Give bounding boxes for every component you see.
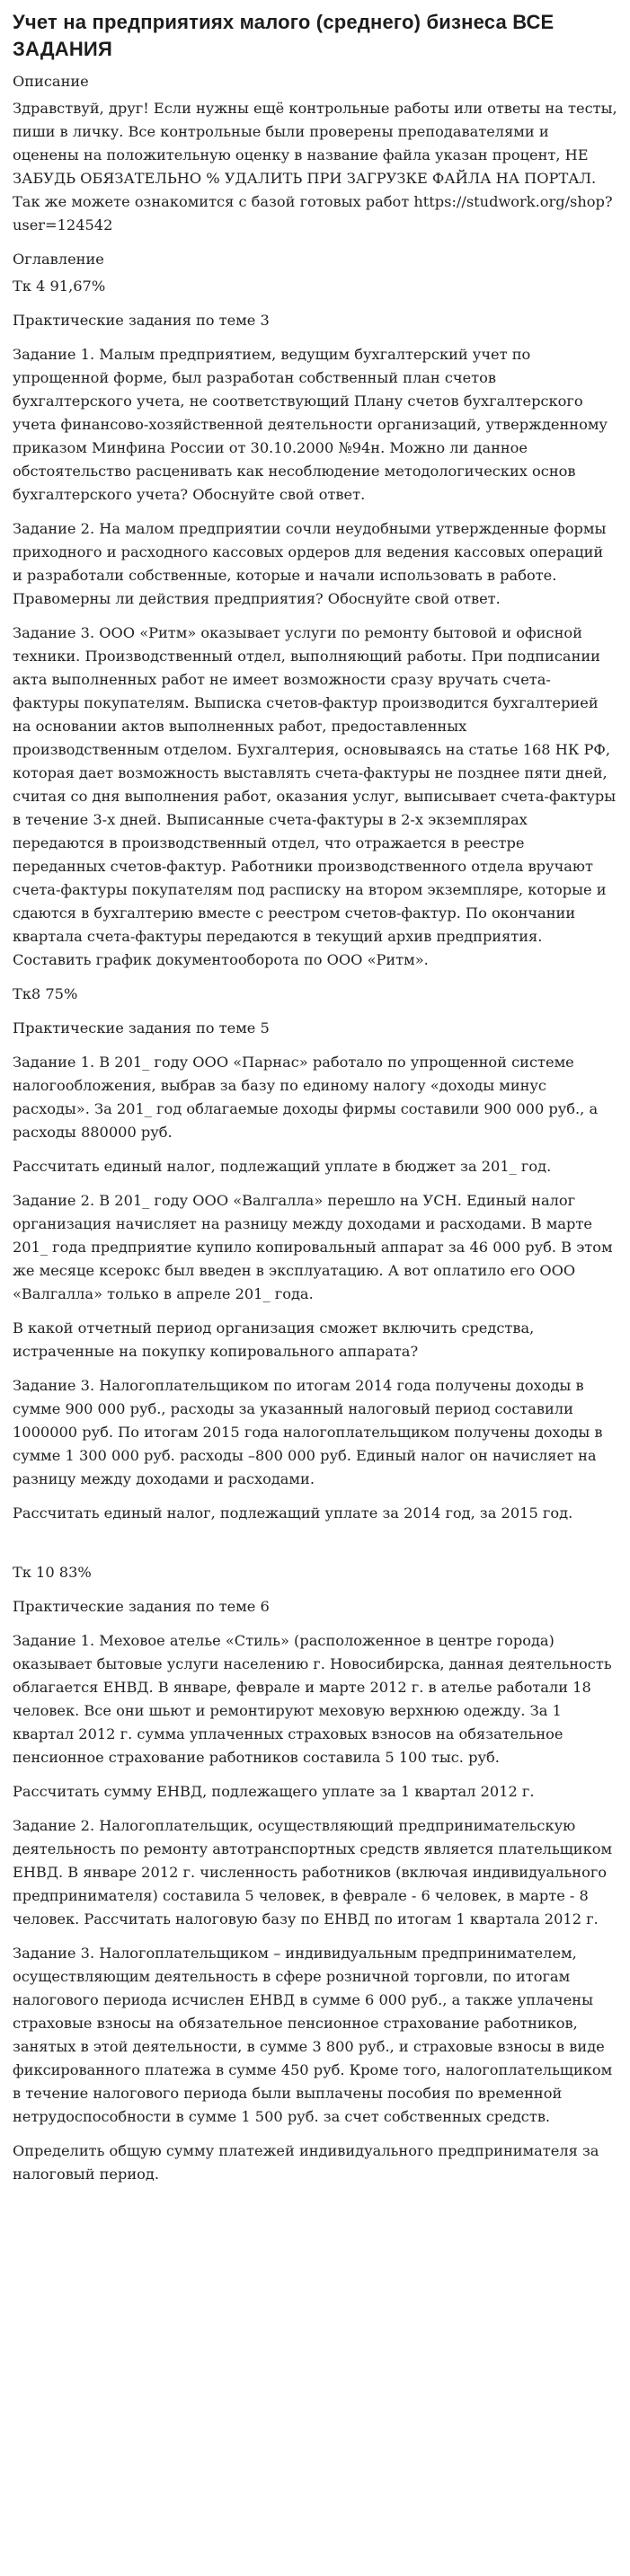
content-paragraph: Рассчитать сумму ЕНВД, подлежащего уплате за 1 квартал 2012 г.: [13, 1783, 535, 1800]
content-blocks: [13, 275, 617, 2186]
section-spacer: [13, 1536, 617, 1561]
content-paragraph: Задание 2. Налогоплательщик, осуществляющий предпринимательскую деятельность по ремонту автотранспортных средств является плательщиком ЕНВД. В январе 2012 г. численность работников (включая индивидуального предпринимателя) составила 5 человек, в феврале - 6 человек, в марте - 8 человек. Рассчитать налоговую базу по ЕНВД по итогам 1 квартала 2012 г.: [13, 1817, 613, 1928]
document-title: Учет на предприятиях малого (среднего) бизнеса ВСЕ ЗАДАНИЯ: [13, 11, 555, 60]
content-paragraph: Тк8 75%: [13, 985, 78, 1002]
content-paragraph: Задание 2. На малом предприятии сочли неудобными утвержденные формы приходного и расходного кассовых ордеров для ведения кассовых операций и разработали собственные, которые и начали использовать в работе. Правомерны ли действия предприятия? Обоснуйте свой ответ.: [13, 520, 607, 607]
content-paragraph: Задание 3. Налогоплательщиком по итогам 2014 года получены доходы в сумме 900 000 руб., расходы за указанный налоговый период составили 1000000 руб. По итогам 2015 года налогоплательщиком получены доходы в сумме 1 300 000 руб. расходы –800 000 руб. Единый налог он начисляет на разницу между доходами и расходами.: [13, 1377, 603, 1487]
content-paragraph: Задание 1. В 201_ году ООО «Парнас» работало по упрощенной системе налогообложения, выбрав за базу по единому налогу «доходы минус расходы». За 201_ год облагаемые доходы фирмы составили 900 000 руб., а расходы 880000 руб.: [13, 1054, 599, 1141]
content-paragraph: Задание 1. Меховое ателье «Стиль» (расположенное в центре города) оказывает бытовые услуги населению г. Новосибирска, данная деятельность облагается ЕНВД. В январе, феврале и марте 2012 г. в ателье работали 18 человек. Все они шьют и ремонтируют меховую верхнюю одежду. За 1 квартал 2012 г. сумма уплаченных страховых взносов на обязательное пенсионное страхование работников составила 5 100 тыс. руб.: [13, 1632, 612, 1766]
content-paragraph: Практические задания по теме 3: [13, 312, 270, 329]
description-text: Здравствуй, друг! Если нужны ещё контрольные работы или ответы на тесты, пиши в личку. Все контрольные были проверены преподавателями и оценены на положительную оценку в название файла указан процент, НЕ ЗАБУДЬ ОБЯЗАТЕЛЬНО % УДАЛИТЬ ПРИ ЗАГРУЗКЕ ФАЙЛА НА ПОРТАЛ. Так же можете ознакомится с базой готовых работ https://studwork.org/shop?user=124542: [13, 100, 617, 234]
content-paragraph: В какой отчетный период организация сможет включить средства, истраченные на покупку копировального аппарата?: [13, 1319, 535, 1360]
content-paragraph: Задание 2. В 201_ году ООО «Валгалла» перешло на УСН. Единый налог организация начисляет на разницу между доходами и расходами. В марте 201_ года предприятие купило копировальный аппарат за 46 000 руб. В этом же месяце ксерокс был введен в эксплуатацию. А вот оплатило его ООО «Валгалла» только в апреле 201_ года.: [13, 1192, 613, 1302]
content-paragraph: Задание 3. Налогоплательщиком – индивидуальным предпринимателем, осуществляющим деятельность в сфере розничной торговли, по итогам налогового периода исчислен ЕНВД в сумме 6 000 руб., а также уплачены страховые взносы на обязательное пенсионное страхование работников, занятых в этой деятельности, в сумме 3 800 руб., и страховые взносы в виде фиксированного платежа в сумме 450 руб. Кроме того, налогоплательщиком в течение налогового периода были выплачены пособия по временной нетрудоспособности в сумме 1 500 руб. за счет собственных средств.: [13, 1945, 613, 2125]
content-paragraph: Определить общую сумму платежей индивидуального предпринимателя за налоговый период.: [13, 2142, 599, 2183]
content-paragraph: Рассчитать единый налог, подлежащий уплате за 2014 год, за 2015 год.: [13, 1504, 573, 1522]
content-paragraph: Практические задания по теме 5: [13, 1019, 270, 1037]
toc-label: Оглавление: [13, 251, 104, 268]
content-paragraph: Задание 1. Малым предприятием, ведущим бухгалтерский учет по упрощенной форме, был разработан собственный план счетов бухгалтерского учета, не соответствующий Плану счетов бухгалтерского учета финансово-хозяйственной деятельности организаций, утвержденному приказом Минфина России от 30.10.2000 №94н. Можно ли данное обстоятельство расценивать как несоблюдение методологических основ бухгалтерского учета? Обоснуйте свой ответ.: [13, 346, 608, 503]
content-paragraph: Задание 3. ООО «Ритм» оказывает услуги по ремонту бытовой и офисной техники. Производственный отдел, выполняющий работы. При подписании акта выполненных работ не имеет возможности сразу вручать счета-фактуры покупателям. Выписка счетов-фактур производится бухгалтерией на основании актов выполненных работ, предоставленных производственным отделом. Бухгалтерия, основываясь на статье 168 НК РФ, которая дает возможность выставлять счета-фактуры не позднее пяти дней, считая со дня выполнения работ, оказания услуг, выписывает счета-фактуры в течение 3-х дней. Выписанные счета-фактуры в 2-х экземплярах передаются в производственный отдел, что отражается в реестре переданных счетов-фактур. Работники производственного отдела вручают счета-фактуры покупателям под расписку на втором экземпляре, которые и сдаются в бухгалтерию вместе с реестром счетов-фактур. По окончании квартала счета-фактуры передаются в текущий архив предприятия. Составить график документооборота по ООО «Ритм».: [13, 624, 617, 968]
description-label: Описание: [13, 73, 89, 90]
content-paragraph: Тк 10 83%: [13, 1564, 92, 1581]
content-paragraph: Рассчитать единый налог, подлежащий уплате в бюджет за 201_ год.: [13, 1158, 552, 1175]
content-paragraph: Практические задания по теме 6: [13, 1598, 270, 1615]
content-paragraph: Тк 4 91,67%: [13, 278, 106, 295]
